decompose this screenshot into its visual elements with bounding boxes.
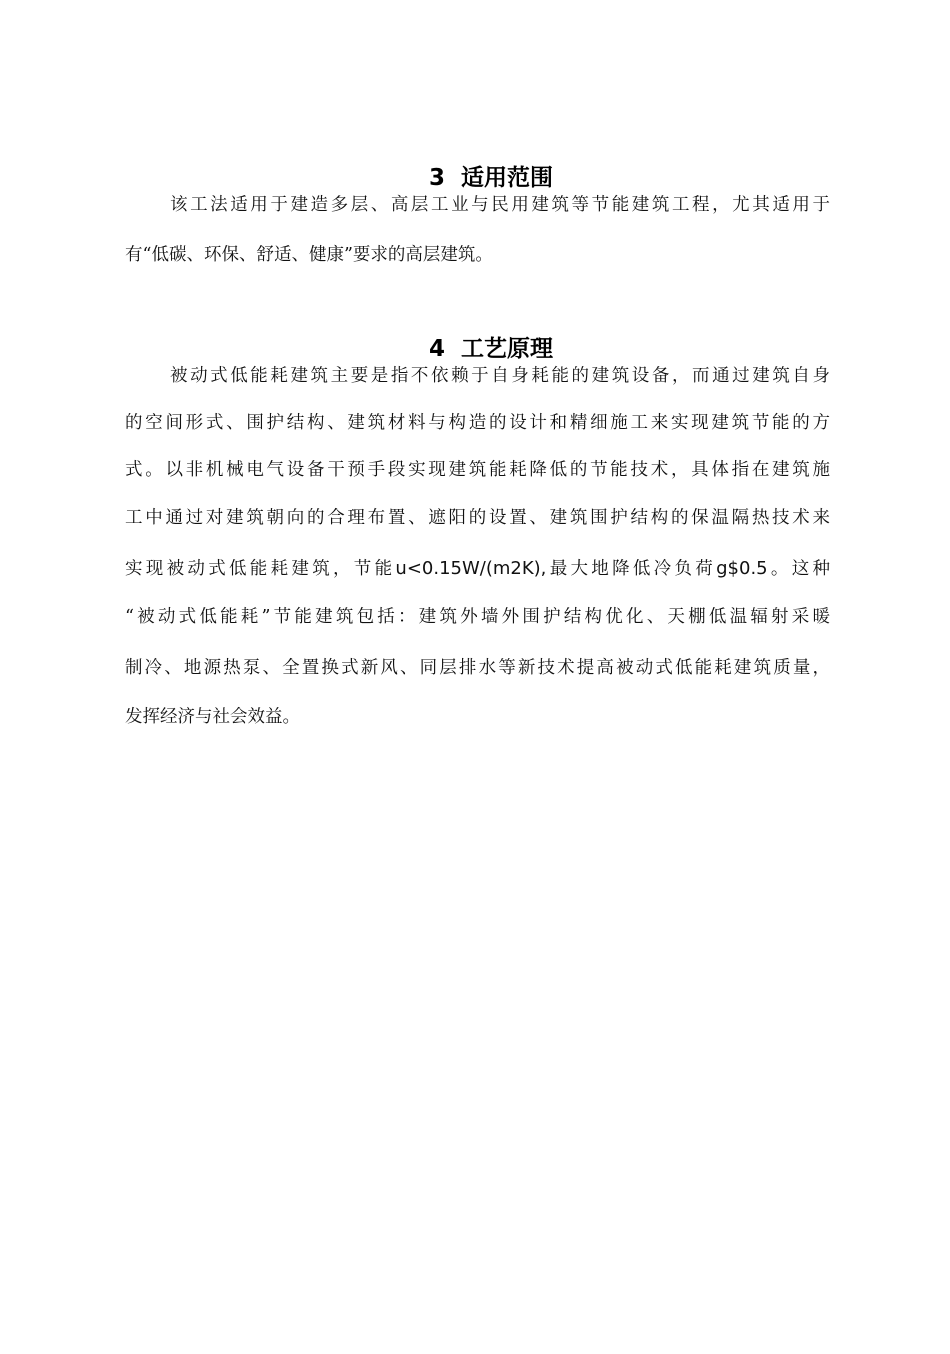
line-text: 最大地降低冷负荷 [546, 559, 717, 579]
paragraph-line-with-formula [125, 554, 830, 584]
paragraph-line: 有“低碳、环保、舒适、健康”要求的高层建筑。 [125, 245, 493, 265]
section-number: 4 [429, 336, 446, 362]
paragraph-line: 该工法适用于建造多层、高层工业与民用建筑等节能建筑工程，尤其适用于 [170, 195, 830, 215]
paragraph-line: 被动式低能耗建筑主要是指不依赖于自身耗能的建筑设备，而通过建筑自身 [170, 366, 830, 386]
section-title: 工艺原理 [461, 336, 554, 362]
line-text: 实现被动式低能耗建筑，节能 [125, 559, 396, 579]
section-number: 3 [429, 165, 446, 191]
paragraph-line: 制冷、地源热泵、全置换式新风、同层排水等新技术提高被动式低能耗建筑质量， [125, 658, 830, 678]
u-value-formula: u<0.15W/(m2K), [395, 558, 547, 579]
paragraph-line: 的空间形式、围护结构、建筑材料与构造的设计和精细施工来实现建筑节能的方 [125, 413, 830, 433]
paragraph-line: 发挥经济与社会效益。 [125, 707, 300, 727]
paragraph-line: 工中通过对建筑朝向的合理布置、遮阳的设置、建筑围护结构的保温隔热技术来 [125, 508, 830, 528]
paragraph-line: “被动式低能耗”节能建筑包括：建筑外墙外围护结构优化、天棚低温辐射采暖 [125, 607, 830, 627]
line-text: 。这种 [767, 559, 831, 579]
paragraph-line: 式。以非机械电气设备干预手段实现建筑能耗降低的节能技术，具体指在建筑施 [125, 460, 830, 480]
g-value-formula: g$0.5 [716, 558, 768, 579]
section-title: 适用范围 [461, 165, 554, 191]
